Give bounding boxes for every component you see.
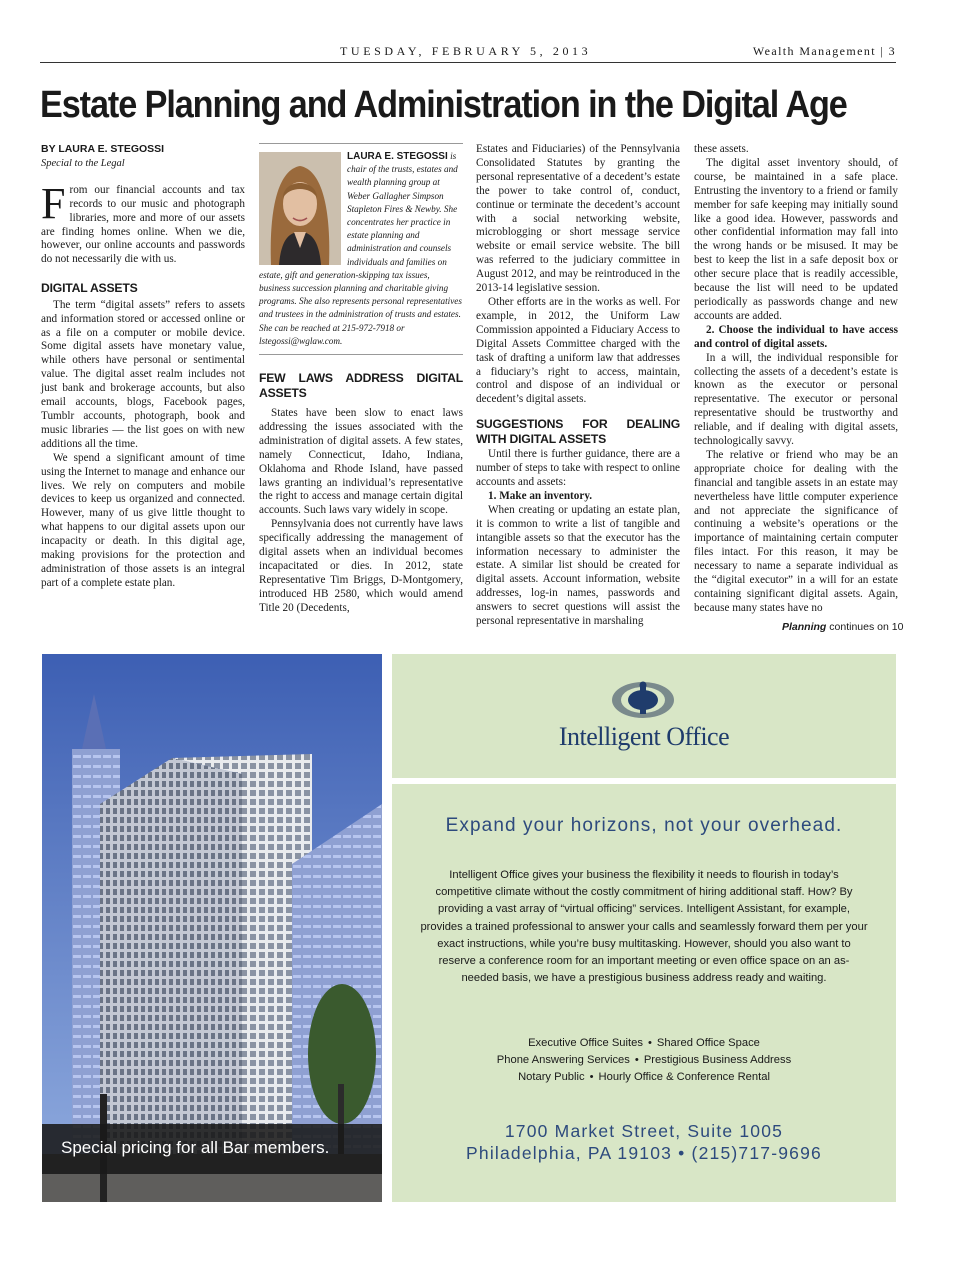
skyscraper-illustration: [42, 654, 382, 1202]
ad-address-line-2: Philadelphia, PA 19103 • (215)717-9696: [466, 1143, 822, 1163]
author-bio: is chair of the trusts, estates and wealth planning group at Weber Gallagher Simpson Stapleton Fires & Newby. She concentrates her practice in estate planning and administration and counsels individuals and families on estate, gift and generation-skipping tax issues, business succession planning and charitable giving programs. She also represents personal representatives and trustees in the administration of trusts and estates. She can be reached at 215-972-7918 or lstegossi@wglaw.com.: [259, 151, 462, 346]
continued-text: continues on 10: [829, 621, 904, 633]
running-header: [40, 40, 896, 63]
ad-services-list: [392, 1035, 896, 1087]
ad-caption-text: Special pricing for all Bar members.: [61, 1138, 330, 1157]
paragraph: The relative or friend who may be an appropriate choice for dealing with the financial and tangible assets in an estate may nevertheless have little computer experience and not appreciate the significance of continuing a website’s operations or the importance of maintaining certain computer files intact. For this reason, it may be necessary to name a separate individual as the “digital executor” in a will for an estate containing significant digital assets. Again, because many states have no: [694, 448, 898, 614]
paragraph: In a will, the individual responsible for collecting the assets of a decedent’s estate is known as the executor or personal representative. The executor or personal representative should be trustworthy and reliable, and if dealing with digital assets, technologically savvy.: [694, 351, 898, 448]
ad-tagline: Expand your horizons, not your overhead.: [445, 815, 843, 836]
ad-address-line-1: 1700 Market Street, Suite 1005: [504, 1121, 784, 1141]
paragraph: The term “digital assets” refers to assets and information stored or accessed online or as a file on a computer or mobile device. Some digital assets have monetary value, while others have personal or sentimental value. The digital asset realm includes not just bank and brokerage accounts, but also email accounts, blogs, Facebook pages, Tumblr accounts, photograph, book and music libraries — the list goes on with new additions all the time.: [41, 298, 245, 450]
paragraph: Pennsylvania does not currently have laws specifically addressing the management of digital assets when an individual becomes incapacitated or dies. In 2012, state Representative Tim Briggs, D-Montgomery, introduced HB 2580, which would amend Title 20 (Decedents,: [259, 518, 463, 614]
intelligent-office-logo-icon: [610, 680, 676, 720]
ad-services-row: Notary Public • Hourly Office & Conference Rental: [518, 1071, 770, 1084]
article-column-3: [476, 143, 680, 629]
article-headline: Estate Planning and Administration in the Digital Age: [40, 84, 847, 126]
paragraph: When creating or updating an estate plan, it is common to write a list of tangible and intangible assets so that the executor has the information necessary to administer the estate. A similar list should be created for digital assets. Account information, website addresses, log-in names, passwords and answers to secret questions will assist the personal representative in marshaling: [476, 503, 680, 628]
step-2-heading: 2. Choose the individual to have access and control of digital assets.: [694, 323, 898, 350]
issue-date: TUESDAY, FEBRUARY 5, 2013: [340, 44, 592, 58]
ad-services-row: Executive Office Suites • Shared Office Space: [528, 1037, 760, 1049]
article-column-2: [259, 143, 463, 616]
step-1-heading: 1. Make an inventory.: [488, 489, 593, 502]
heading-digital-assets: DIGITAL ASSETS: [41, 281, 138, 296]
ad-caption-banner: [42, 1124, 382, 1174]
ad-services-row: Phone Answering Services • Prestigious Business Address: [496, 1054, 792, 1067]
continued-jump-line: [782, 621, 903, 633]
paragraph: States have been slow to enact laws addressing the issues associated with the administration of digital assets. A few states, namely Connecticut, Idaho, Indiana, Oklahoma and Rhode Island, have passed laws granting an individual’s representative the right to access and manage certain digital accounts. Such laws vary widely in scope.: [259, 407, 463, 517]
article-column-4: [694, 143, 898, 616]
paragraph: We spend a significant amount of time using the Internet to manage and enhance our lives. We rely on computers and mobile devices to keep us organized and connected. However, many of us give little thought to what happens to our digital assets upon our incapacity or death. In this digital age, making provisions for the protection and administration of those assets is an integral part of a complete estate plan.: [41, 451, 245, 589]
section-page-label: Wealth Management | 3: [752, 44, 896, 58]
paragraph: Until there is further guidance, there are a number of steps to take with respect to online accounts and assets:: [476, 448, 680, 489]
ad-body-copy: Intelligent Office gives your business the flexibility it needs to flourish in today’s competitive climate without the costly commitment of hiring additional staff. How? By providing a vast array of “virtual officing” services. Intelligent Assistant, for example, provides a trained professional to answer your calls and seamlessly forward them per your exact instructions, while you’re busy multitasking. However, should you also want to reserve a conference room for an important meeting or even office space on an as-needed basis, we have a prestigious business address ready and waiting.: [420, 869, 868, 985]
paragraph: Other efforts are in the works as well. For example, in 2012, the Uniform Law Commission appointed a Fiduciary Access to Digital Assets Committee charged with the task of drafting a uniform law that addresses a fiduciary’s right to access, maintain, control and dispose of an individual or decedent’s digital assets.: [476, 295, 680, 406]
ad-copy-panel: [392, 784, 896, 1202]
byline-author: BY LAURA E. STEGOSSI: [41, 143, 165, 155]
ad-logo-panel: [392, 654, 896, 778]
heading-few-laws: FEW LAWS ADDRESS DIGITAL ASSETS: [259, 371, 463, 400]
paragraph: The digital asset inventory should, of course, be maintained in a safe place. Entrusting the inventory to a friend or family member for safe keeping may initially sound like a good idea. However, passwords and other confidential information may fall into the wrong hands or be misused. It may be best to keep the list in a safe deposit box or other secure place that is readily accessible, because the list will need to be updated periodically as passwords change and new accounts are added.: [694, 156, 898, 322]
author-name: LAURA E. STEGOSSI: [347, 151, 448, 162]
heading-suggestions: SUGGESTIONS FOR DEALING WITH DIGITAL ASSETS: [476, 417, 680, 446]
ad-address: [392, 1120, 896, 1164]
byline-credit: Special to the Legal: [41, 157, 125, 169]
author-photo: [259, 152, 341, 265]
ad-brand-name: Intelligent Office: [558, 722, 730, 751]
ad-building-photo: [42, 654, 382, 1202]
article-column-1: [41, 143, 245, 591]
intro-paragraph: From our financial accounts and tax records to our music and photograph libraries, more and more of our assets are finding homes online. When we die, however, our online accounts and passwords do not necessarily die with us.: [41, 178, 245, 266]
drop-cap: F: [41, 178, 66, 228]
paragraph: these assets.: [694, 143, 749, 155]
paragraph: Estates and Fiduciaries) of the Pennsylvania Consolidated Statutes by granting the personal representative of a decedent’s estate the power to take control of, conduct, continue or terminate the decedent’s account with a social networking website, microblogging or short message service website or email service website. The bill was referred to the judiciary committee in August 2012, and may be reintroduced in the 2013-14 legislative session.: [476, 143, 680, 295]
author-bio-box: [259, 143, 463, 355]
continued-keyword: Planning: [782, 621, 827, 633]
